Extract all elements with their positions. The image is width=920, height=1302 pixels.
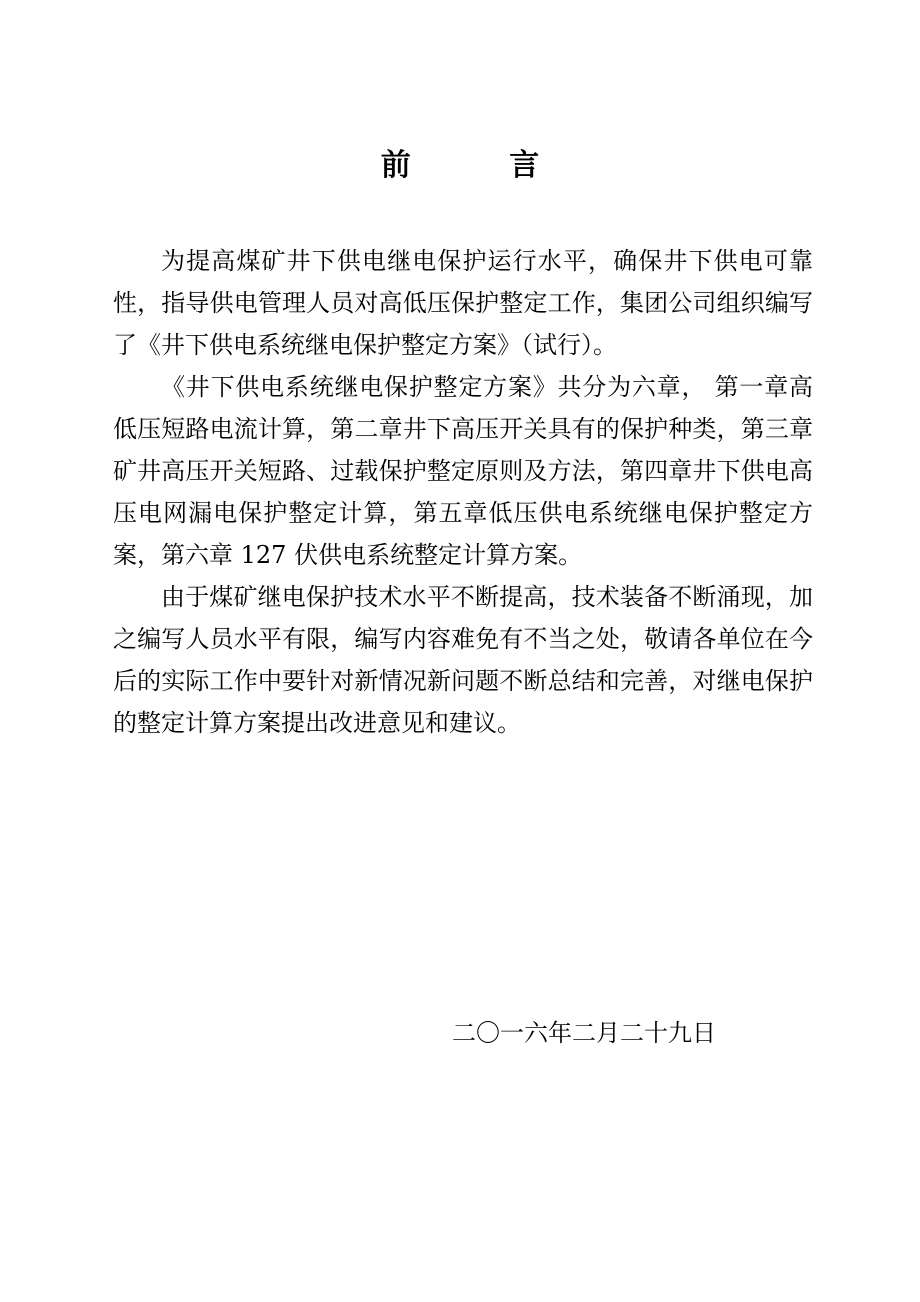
paragraph-feedback: 由于煤矿继电保护技术水平不断提高，技术装备不断涌现，加之编写人员水平有限，编写内容难免有不当之处，敬请各单位在今后的实际工作中要针对新情况新问题不断总结和完善，对继电保护的整定计算方案提出改进意见和建议。	[113, 583, 813, 737]
document-date: 二〇一六年二月二十九日	[452, 1019, 716, 1047]
preface-body	[113, 240, 813, 744]
paragraph-chapters: 《井下供电系统继电保护整定方案》共分为六章， 第一章高低压短路电流计算，第二章井下高压开关具有的保护种类，第三章矿井高压开关短路、过载保护整定原则及方法，第四章井下供电高压电网漏电保护整定计算，第五章低压供电系统继电保护整定方案，第六章 127 伏供电系统整定计算方案。	[113, 373, 813, 569]
page-title: 前 言	[380, 148, 584, 183]
paragraph-purpose: 为提高煤矿井下供电继电保护运行水平，确保井下供电可靠性，指导供电管理人员对高低压保护整定工作，集团公司组织编写了《井下供电系统继电保护整定方案》（试行）。	[113, 247, 813, 359]
